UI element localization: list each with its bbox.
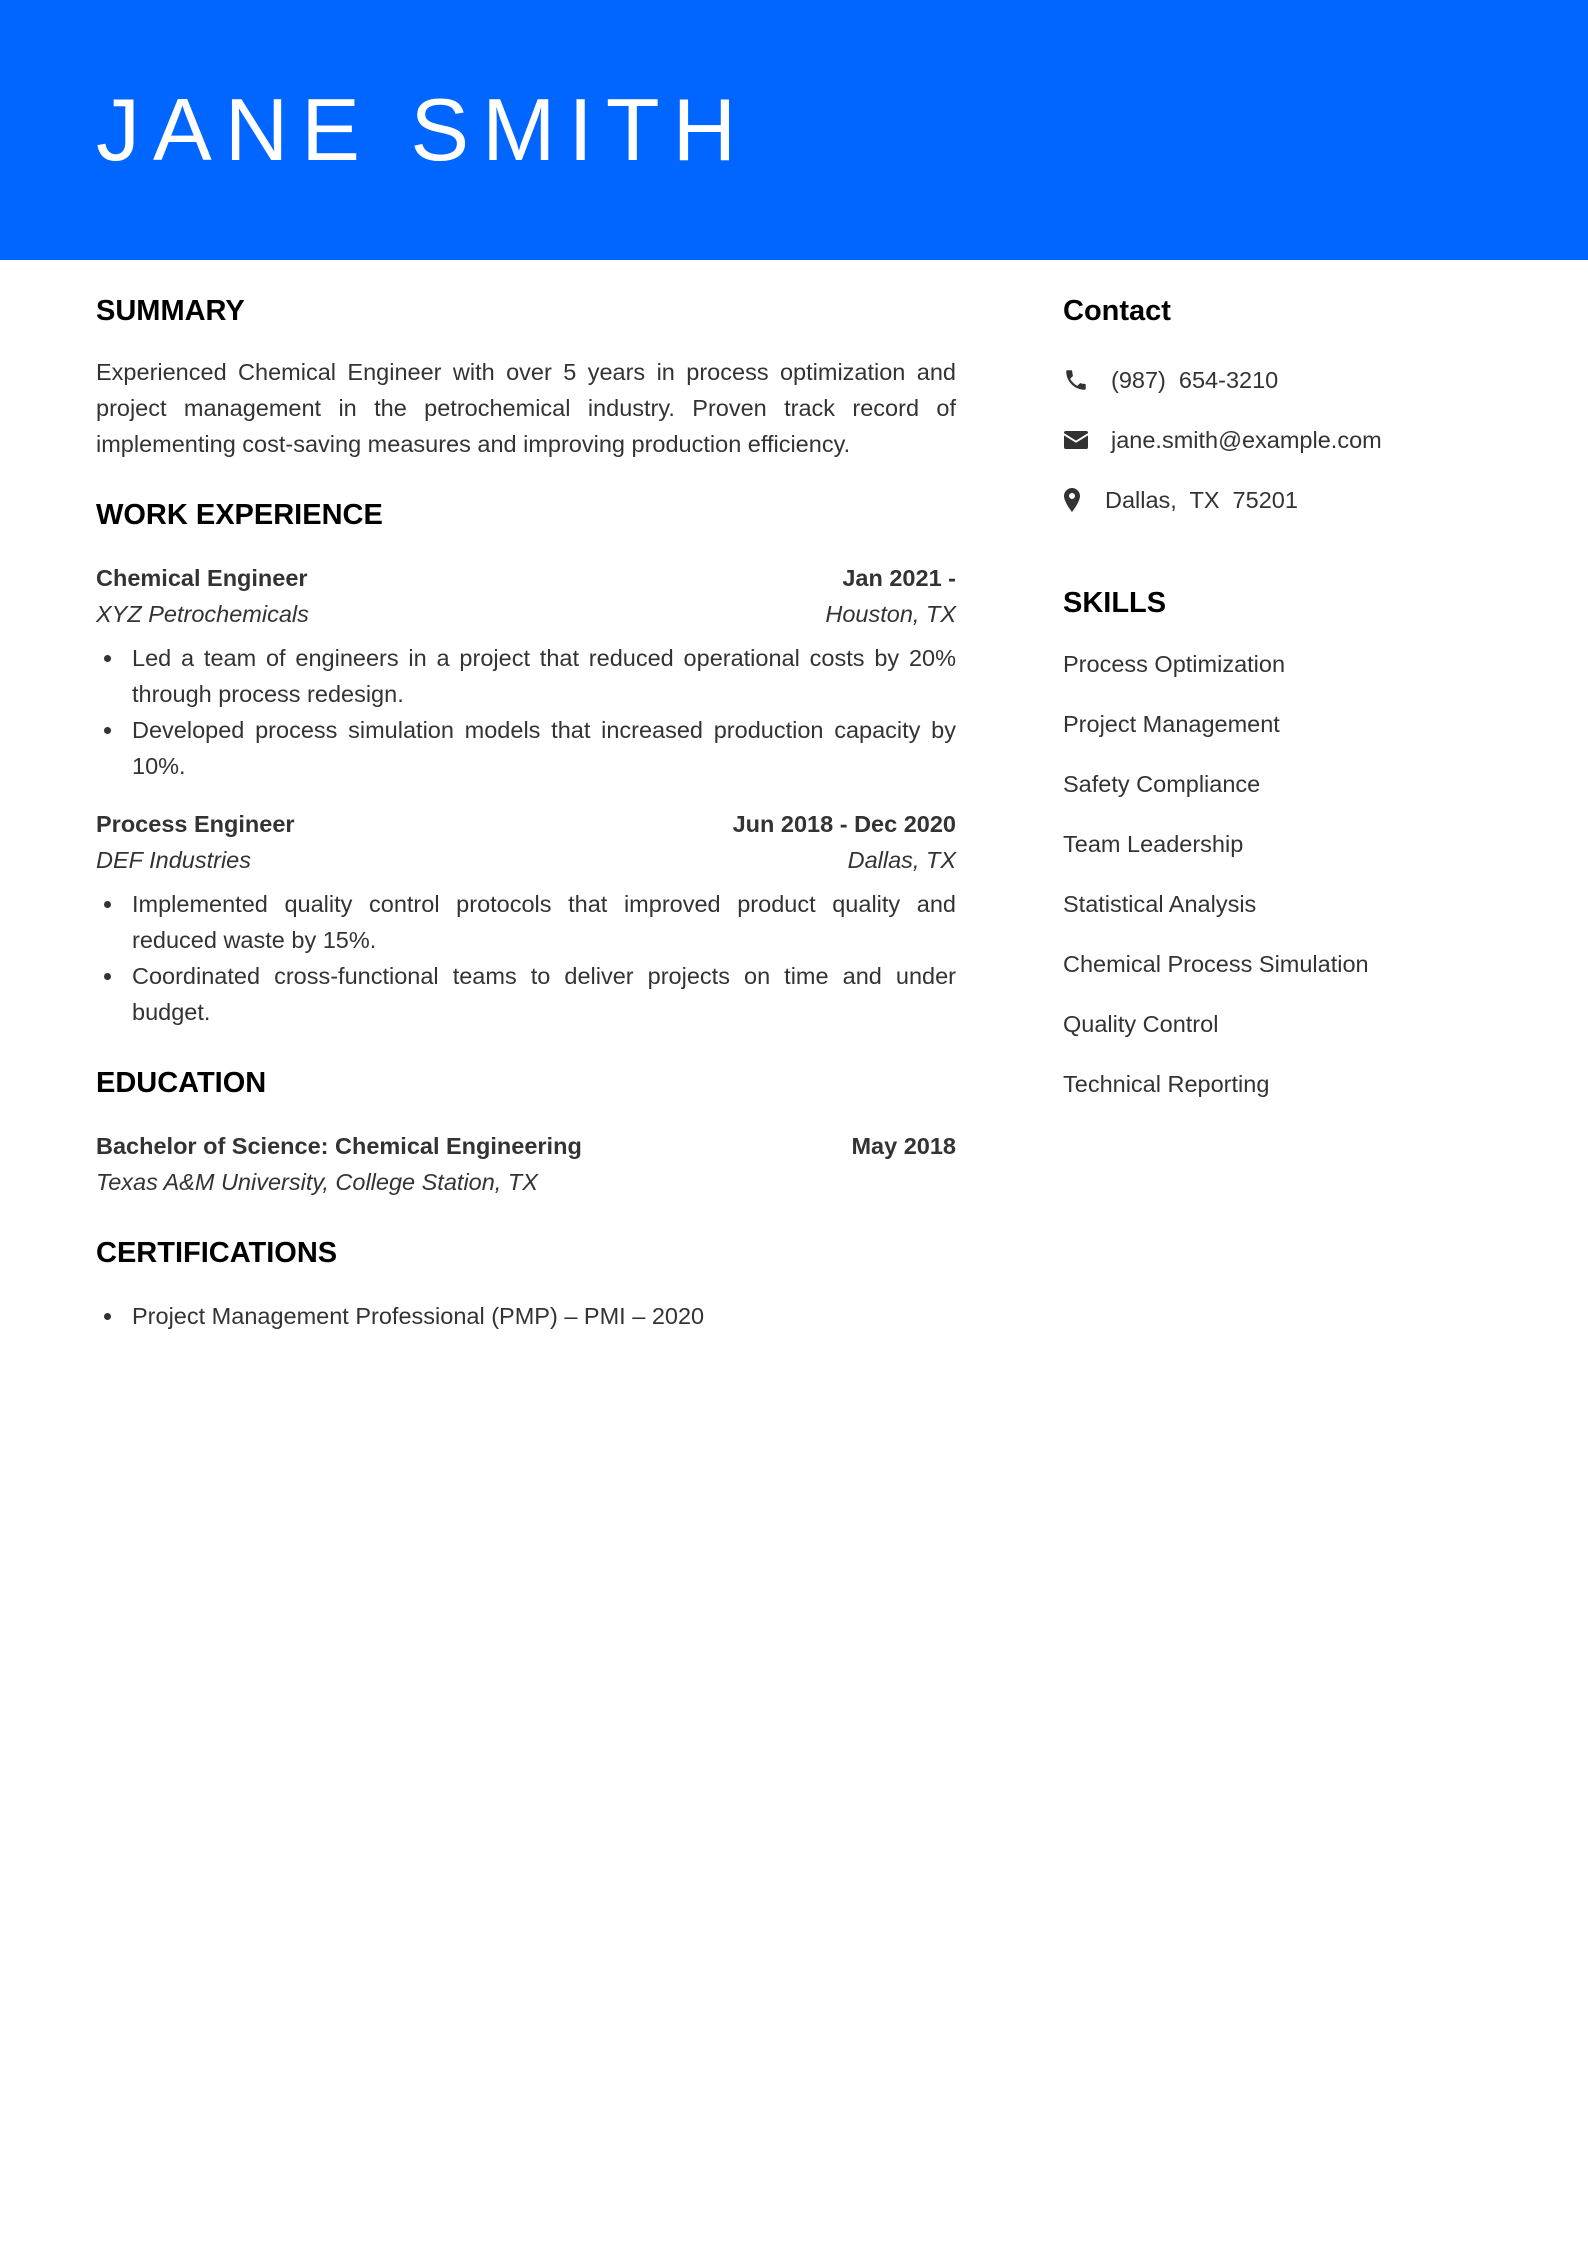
skill-item: Project Management (1063, 711, 1280, 737)
school: Texas A&M University, College Station, TX (96, 1169, 538, 1195)
job-entry (96, 806, 956, 1030)
job-role: Chemical Engineer (96, 565, 308, 591)
job-location: Dallas, TX (847, 847, 956, 873)
bullet-text: Developed process simulation models that increased production capacity by 10%. (132, 717, 956, 779)
address: Dallas, TX 75201 (1105, 486, 1298, 513)
list-item (96, 640, 956, 712)
header-banner (0, 0, 1588, 260)
skill-item: Safety Compliance (1063, 771, 1261, 797)
contact-email (1063, 410, 1503, 470)
contact-address (1063, 470, 1503, 530)
map-pin-icon (1063, 487, 1105, 513)
education-heading: EDUCATION (96, 1067, 267, 1099)
degree: Bachelor of Science: Chemical Engineering (96, 1133, 582, 1159)
job-dates: Jun 2018 - Dec 2020 (732, 811, 956, 837)
certifications-list (96, 1298, 956, 1334)
job-entry (96, 560, 956, 784)
skill-item: Quality Control (1063, 1011, 1219, 1037)
phone-icon (1063, 367, 1111, 393)
candidate-name: JANE SMITH (96, 80, 750, 179)
skill-item: Technical Reporting (1063, 1071, 1270, 1097)
skills-heading: SKILLS (1063, 587, 1167, 619)
work-experience-section (96, 492, 956, 1030)
email-address: jane.smith@example.com (1111, 426, 1382, 453)
skill-item: Process Optimization (1063, 651, 1286, 677)
list-item (96, 712, 956, 784)
bullet-icon (104, 901, 111, 908)
skill-item: Chemical Process Simulation (1063, 951, 1369, 977)
bullet-icon (104, 973, 111, 980)
contact-heading: Contact (1063, 295, 1171, 327)
sidebar-column (1063, 288, 1503, 1114)
certification-text: Project Management Professional (PMP) – PMI – 2020 (132, 1303, 705, 1329)
skill-item: Team Leadership (1063, 831, 1244, 857)
job-dates: Jan 2021 - (842, 565, 956, 591)
job-company: DEF Industries (96, 847, 251, 873)
list-item (96, 958, 956, 1030)
education-entry (96, 1128, 956, 1200)
bullet-icon (104, 655, 111, 662)
summary-text: Experienced Chemical Engineer with over 5 years in process optimization and project management in the petrochemical industry. Proven track record of implementing cost-saving measures and improving production efficiency. (96, 359, 956, 457)
main-column (96, 288, 956, 1334)
bullet-text: Implemented quality control protocols that improved product quality and reduced waste by 15%. (132, 891, 956, 953)
skill-item: Statistical Analysis (1063, 891, 1257, 917)
job-location: Houston, TX (825, 601, 956, 627)
job-bullets (96, 640, 956, 784)
bullet-icon (104, 727, 111, 734)
contact-phone (1063, 350, 1503, 410)
list-item (96, 1298, 956, 1334)
work-experience-heading: WORK EXPERIENCE (96, 499, 383, 531)
list-item (96, 886, 956, 958)
envelope-icon (1063, 430, 1111, 450)
job-role: Process Engineer (96, 811, 295, 837)
summary-heading: SUMMARY (96, 295, 245, 327)
job-bullets (96, 886, 956, 1030)
contact-section (1063, 288, 1503, 530)
summary-section (96, 288, 956, 462)
graduation-date: May 2018 (851, 1133, 956, 1159)
bullet-icon (104, 1313, 111, 1320)
skills-list (1063, 634, 1503, 1114)
skills-section (1063, 580, 1503, 1114)
bullet-text: Coordinated cross-functional teams to deliver projects on time and under budget. (132, 963, 956, 1025)
job-company: XYZ Petrochemicals (96, 601, 309, 627)
education-section (96, 1060, 956, 1200)
certifications-section (96, 1230, 956, 1334)
certifications-heading: CERTIFICATIONS (96, 1237, 338, 1269)
phone-number: (987) 654-3210 (1111, 366, 1279, 393)
bullet-text: Led a team of engineers in a project that reduced operational costs by 20% through process redesign. (132, 645, 956, 707)
